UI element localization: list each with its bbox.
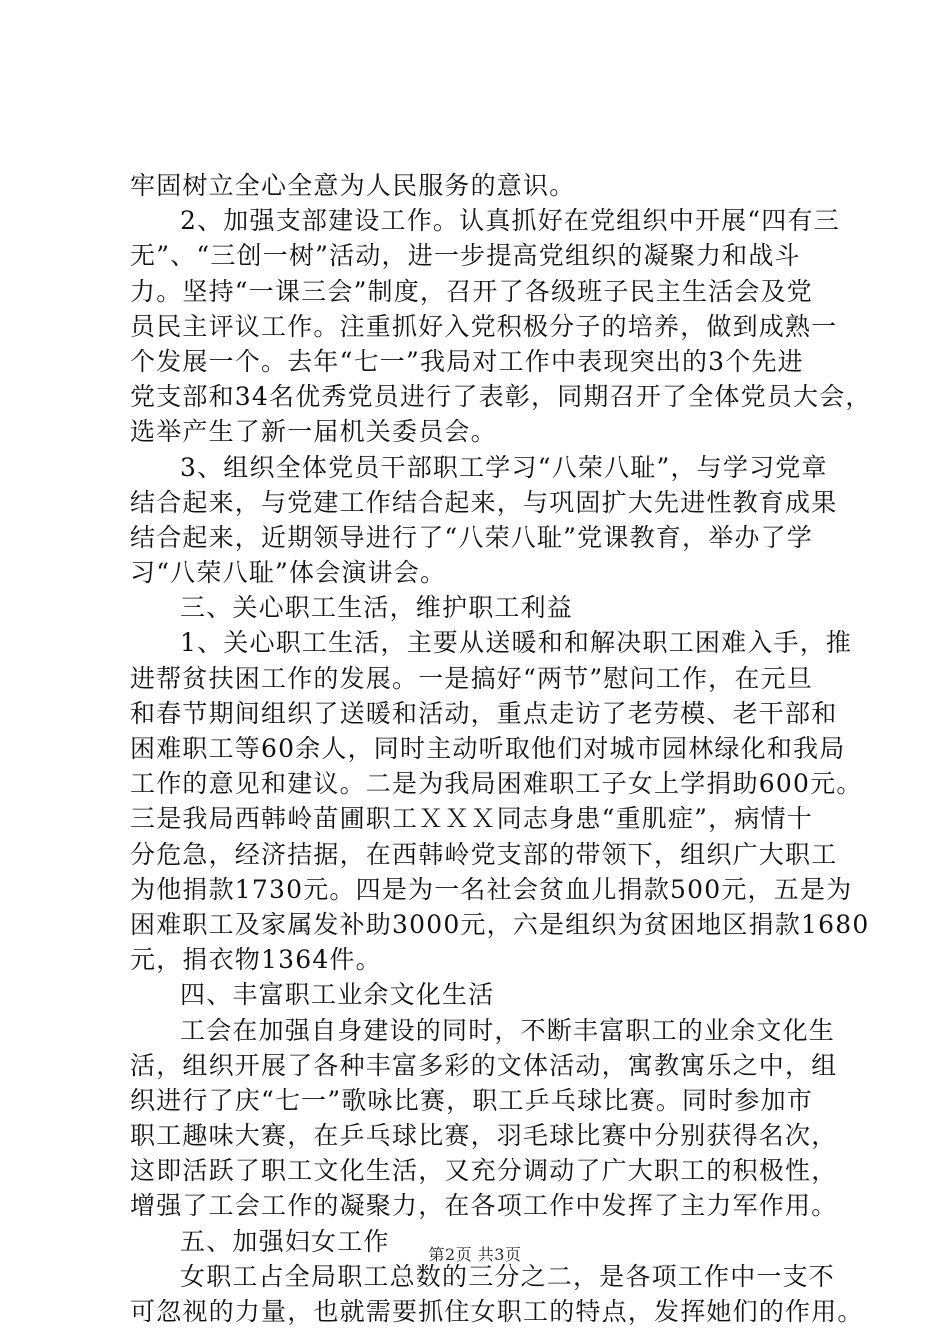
text-line: 力。坚持“一课三会”制度，召开了各级班子民主生活会及党 [130,276,813,306]
paragraph-start: 3、组织全体党员干部职工学习“八荣八耻”，与学习党章 [180,452,828,482]
text-line: 分危急，经济拮据，在西韩岭党支部的带领下，组织广大职工 [130,839,838,869]
text-line: 个发展一个。去年“七一”我局对工作中表现突出的3个先进 [130,346,804,376]
paragraph-start: 2、加强支部建设工作。认真抓好在党组织中开展“四有三 [180,206,840,236]
page-number-footer: 第2页 共3页 [428,1245,522,1264]
text-line: 员民主评议工作。注重抓好入党积极分子的培养，做到成熟一 [130,311,838,341]
text-line: 工作的意见和建议。二是为我局困难职工子女上学捐助600元。 [130,769,863,799]
text-line: 困难职工及家属发补助3000元，六是组织为贫困地区捐款1680 [130,909,870,939]
paragraph-start: 工会在加强自身建设的同时，不断丰富职工的业余文化生 [180,1015,836,1045]
section-heading: 三、关心职工生活，维护职工利益 [180,593,574,623]
text-line: 可忽视的力量，也就需要抓住女职工的特点，发挥她们的作用。 [130,1297,864,1326]
text-line: 和春节期间组织了送暖和活动，重点走访了老劳模、老干部和 [130,698,838,728]
text-line: 无”、“三创一树”活动，进一步提高党组织的凝聚力和战斗 [130,241,801,271]
section-heading: 四、丰富职工业余文化生活 [180,980,495,1010]
paragraph-start: 女职工占全局职工总数的三分之二，是各项工作中一支不 [180,1261,836,1291]
text-line: 习“八荣八耻”体会演讲会。 [130,558,447,588]
text-line: 这即活跃了职工文化生活，又充分调动了广大职工的积极性， [130,1156,838,1186]
text-line: 牢固树立全心全意为人民服务的意识。 [130,171,576,200]
text-line: 为他捐款1730元。四是为一名社会贫血儿捐款500元，五是为 [130,874,853,904]
section-heading: 五、加强妇女工作 [180,1226,390,1256]
text-line: 增强了工会工作的凝聚力，在各项工作中发挥了主力军作用。 [130,1191,838,1221]
text-line: 职工趣味大赛，在乒乓球比赛，羽毛球比赛中分别获得名次， [130,1121,838,1151]
text-line: 活，组织开展了各种丰富多彩的文体活动，寓教寓乐之中，组 [130,1050,838,1080]
text-line: 党支部和34名优秀党员进行了表彰，同期召开了全体党员大会， [130,382,872,412]
document-body [130,168,872,1329]
text-line: 织进行了庆“七一”歌咏比赛，职工乒乓球比赛。同时参加市 [130,1085,813,1115]
text-line: 结合起来，与党建工作结合起来，与巩固扩大先进性教育成果 [130,487,838,517]
text-line: 结合起来，近期领导进行了“八荣八耻”党课教育，举办了学 [130,522,813,552]
text-line: 三是我局西韩岭苗圃职工ＸＸＸ同志身患“重肌症”，病情十 [130,804,813,834]
text-line: 选举产生了新一届机关委员会。 [130,417,497,447]
paragraph-start: 1、关心职工生活，主要从送暖和和解决职工困难入手，推 [180,628,853,658]
text-line: 元，捐衣物1364件。 [130,945,382,975]
text-line: 进帮贫扶困工作的发展。一是搞好“两节”慰问工作，在元旦 [130,663,813,693]
text-line: 困难职工等60余人，同时主动听取他们对城市园林绿化和我局 [130,734,846,763]
